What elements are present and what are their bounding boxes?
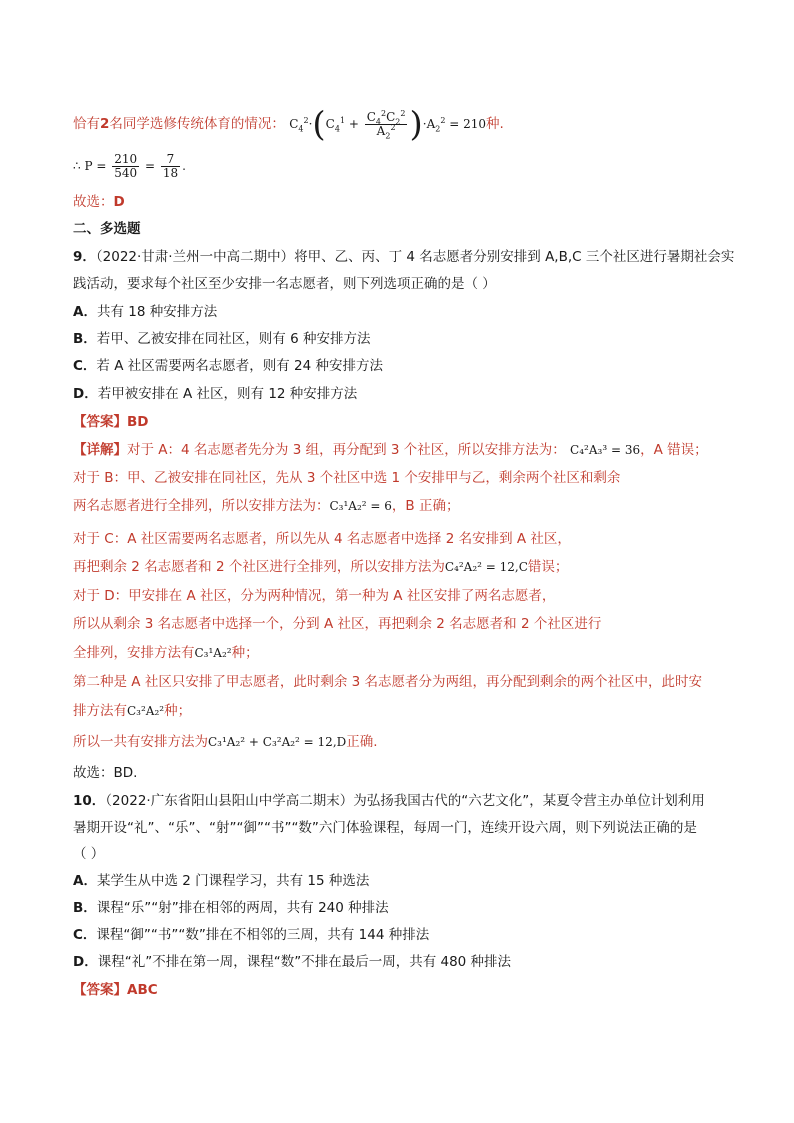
q9-detail-d5: 排方法有C₃²A₂²种； [73, 703, 192, 719]
q8-formula: $C_4^2\cdot(C_4^1$ + $\frac{C_4^2C_2^2}{A_2^2}$ )$\cdot A_2^2 = 210$ [289, 104, 487, 145]
q9-detail-sum: 所以一共有安排方法为C₃¹A₂² + C₃²A₂² = 12,D正确. [73, 734, 378, 750]
q10-option-b: B．课程“乐”“射”排在相邻的两周，共有 240 种排法 [73, 900, 389, 916]
q9-option-c: C．若 A 社区需要两名志愿者，则有 24 种安排方法 [73, 358, 383, 374]
q9-option-d: D．若甲被安排在 A 社区，则有 12 种安排方法 [73, 386, 358, 402]
q9-detail-c2: 再把剩余 2 名志愿者和 2 个社区进行全排列，所以安排方法为C₄²A₂² = 12,C错误； [73, 559, 569, 575]
q8-case-line: 恰有2名同学选修传统体育的情况： $C_4^2\cdot(C_4^1$ + $\frac{C_4^2C_2^2}{A_2^2}$ )$\cdot A_2^2 = 210$种. [73, 104, 504, 145]
q9-detail-b2: 两名志愿者进行全排列，所以安排方法为：C₃¹A₂² = 6，B 正确； [73, 498, 460, 514]
q9-option-a: A．共有 18 种安排方法 [73, 304, 218, 320]
q8-probability-line: ∴ P = $\frac{210}{540}$ = $\frac{7}{18}$ . [73, 152, 186, 180]
q9-choice: 故选：BD. [73, 765, 138, 781]
q9-stem-line2: 践活动，要求每个社区至少安排一名志愿者，则下列选项正确的是（ ） [73, 276, 496, 292]
q9-detail-c1: 对于 C：A 社区需要两名志愿者，所以先从 4 名志愿者中选择 2 名安排到 A 社区， [73, 531, 571, 547]
q9-option-b: B．若甲、乙被安排在同社区，则有 6 种安排方法 [73, 331, 371, 347]
q9-detail-d2: 所以从剩余 3 名志愿者中选择一个，分到 A 社区，再把剩余 2 名志愿者和 2 个社区进行 [73, 616, 602, 632]
q9-stem-line1: 9．（2022·甘肃·兰州一中高二期中）将甲、乙、丙、丁 4 名志愿者分别安排到 A,B,C 三个社区进行暑期社会实 [73, 249, 735, 265]
q10-answer: 【答案】ABC [73, 982, 158, 998]
q10-option-c: C．课程“御”“书”“数”排在不相邻的三周，共有 144 种排法 [73, 927, 430, 943]
q9-answer: 【答案】BD [73, 414, 149, 430]
q10-stem-line3: （ ） [73, 846, 105, 862]
q9-detail-a: 【详解】对于 A：4 名志愿者先分为 3 组，再分配到 3 个社区，所以安排方法为： C₄²A₃³ = 36，A 错误； [73, 442, 708, 458]
q10-option-d: D．课程“礼”不排在第一周，课程“数”不排在最后一周，共有 480 种排法 [73, 954, 512, 970]
q10-stem-line2: 暑期开设“礼”、“乐”、“射”“御”“书”“数”六门体验课程，每周一门，连续开设六周，则下列说法正确的是 [73, 820, 697, 836]
q10-option-a: A．某学生从中选 2 门课程学习，共有 15 种选法 [73, 873, 370, 889]
q9-detail-d3: 全排列，安排方法有C₃¹A₂²种； [73, 645, 259, 661]
q10-stem-line1: 10．（2022·广东省阳山县阳山中学高二期末）为弘扬我国古代的“六艺文化”，某夏令营主办单位计划利用 [73, 793, 705, 809]
q9-detail-b1: 对于 B：甲、乙被安排在同社区，先从 3 个社区中选 1 个安排甲与乙，剩余两个社区和剩余 [73, 470, 621, 486]
q8-choice: 故选：D [73, 194, 125, 210]
q9-detail-d4: 第二种是 A 社区只安排了甲志愿者，此时剩余 3 名志愿者分为两组，再分配到剩余的两个社区中，此时安 [73, 674, 702, 690]
section-title: 二、多选题 [73, 221, 141, 237]
q9-detail-d1: 对于 D：甲安排在 A 社区，分为两种情况，第一种为 A 社区安排了两名志愿者， [73, 588, 556, 604]
